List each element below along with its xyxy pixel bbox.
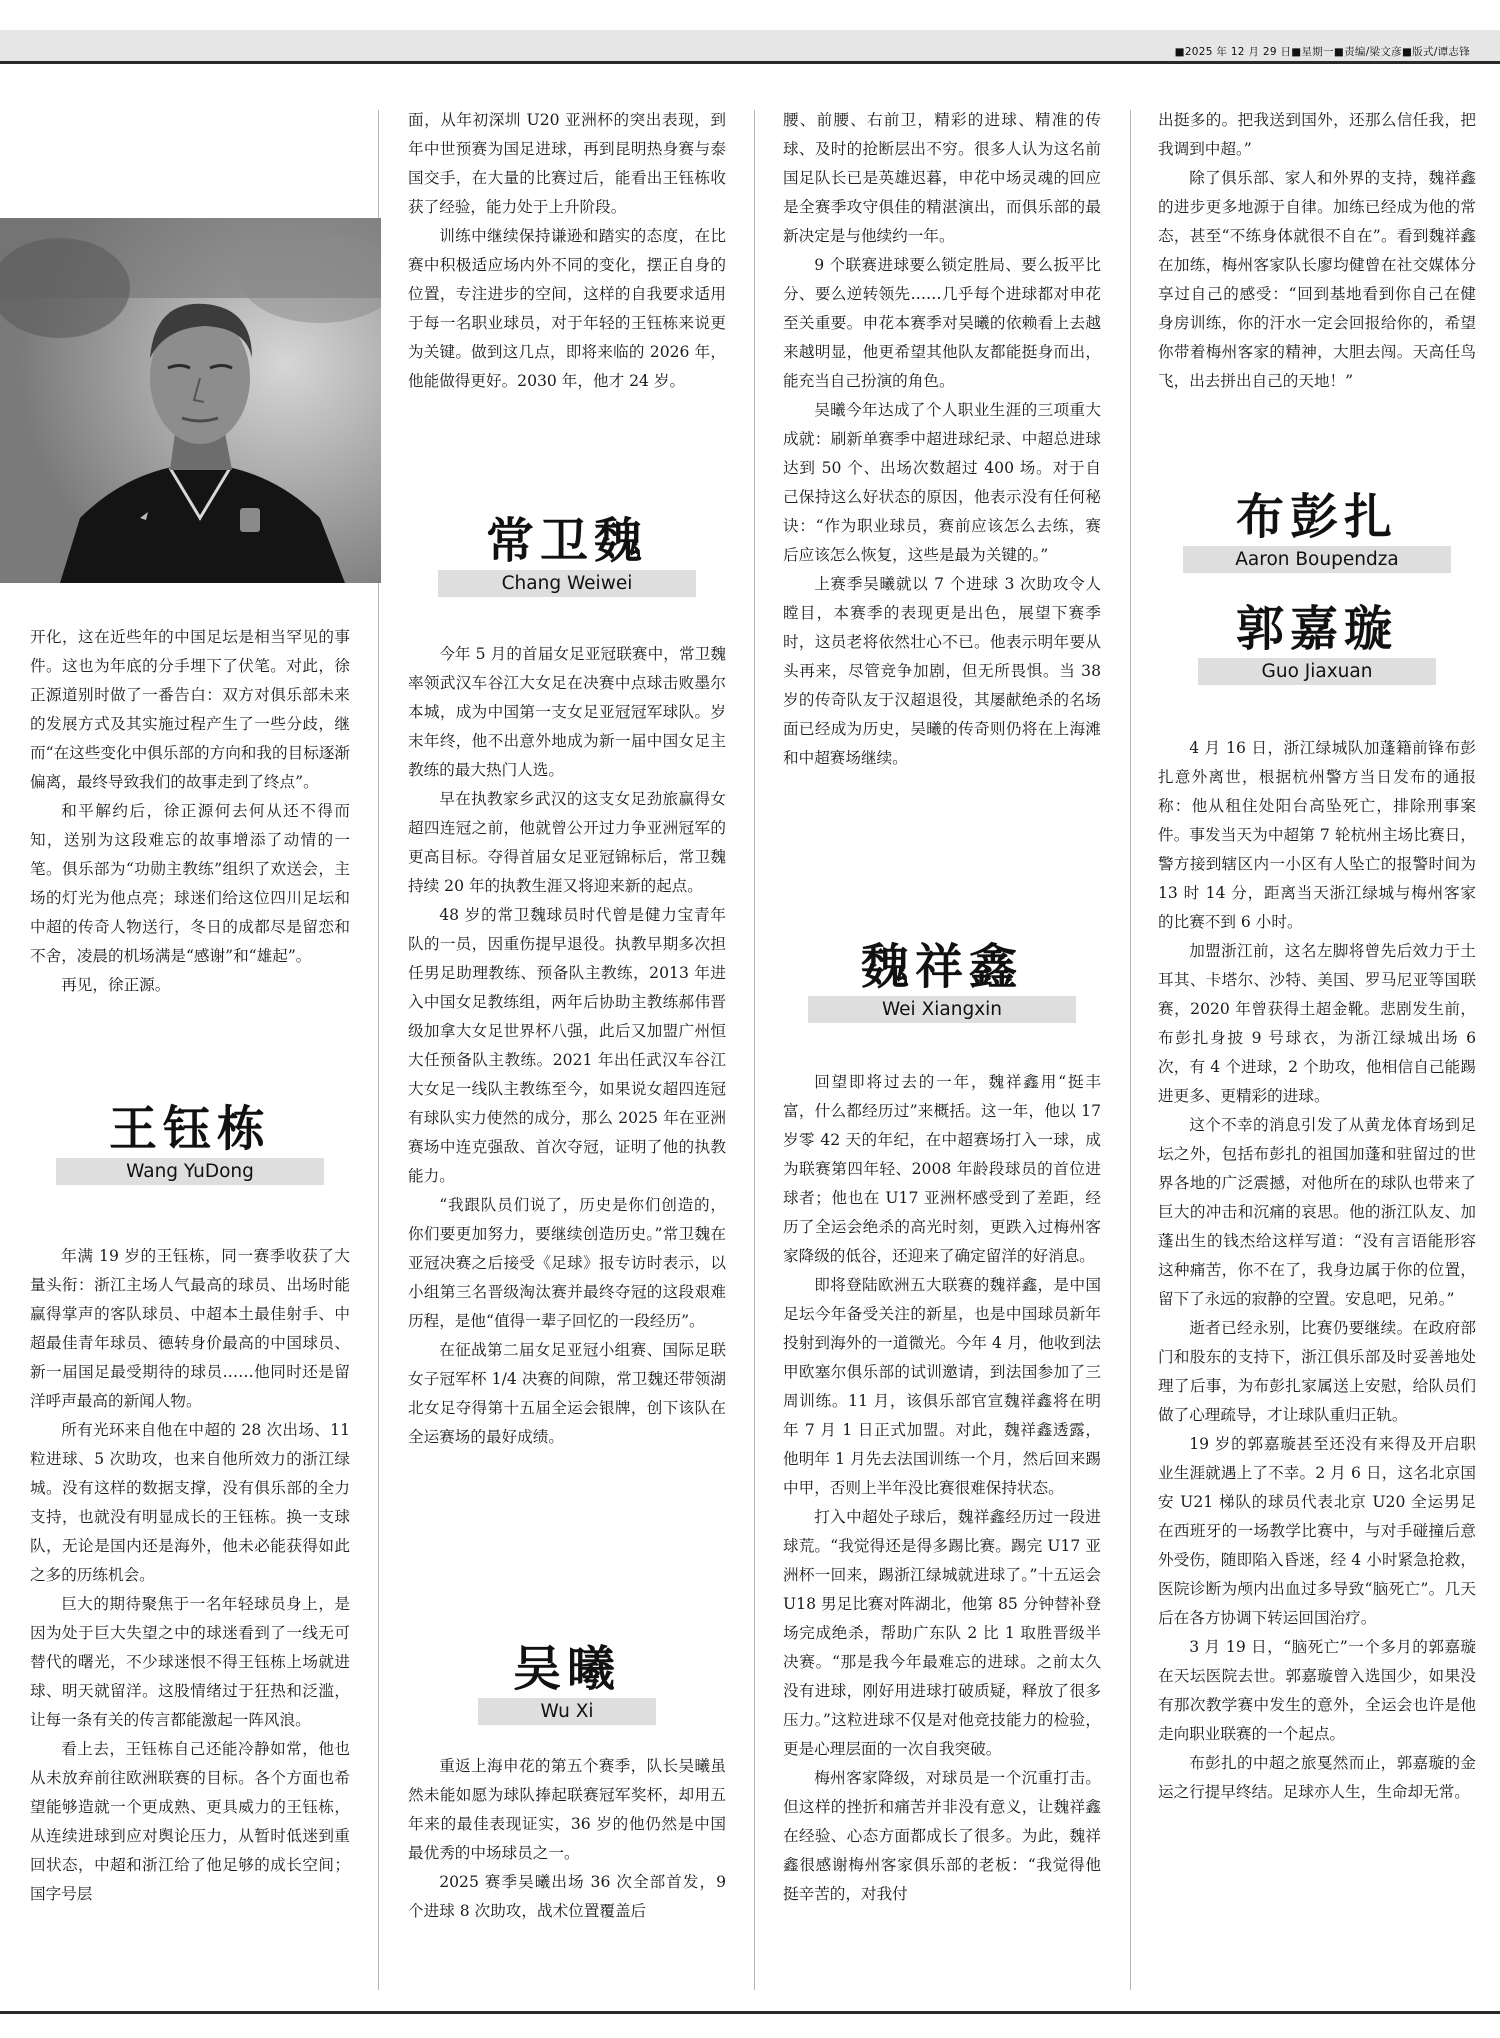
heading-name-en: Guo Jiaxuan [1198,658,1436,685]
coach-portrait-image [0,218,381,583]
paragraph: 面，从年初深圳 U20 亚洲杯的突出表现，到年中世预赛为国足进球，再到昆明热身赛与泰国交手，在大量的比赛过后，能看出王钰栋收获了经验，能力处于上升阶段。 [408,111,726,216]
section-heading-chang [408,512,726,597]
header-bar [0,30,1500,64]
paragraph: 逝者已经永别，比赛仍要继续。在政府部门和股东的支持下，浙江俱乐部及时妥善地处理了后事，为布彭扎家属送上安慰，给队员们做了心理疏导，才让球队重归正轨。 [1158,1319,1476,1424]
paragraph: “我跟队员们说了，历史是你们创造的，你们要更加努力，要继续创造历史。”常卫魏在亚冠决赛之后接受《足球》报专访时表示，以小组第三名晋级淘汰赛并最终夺冠的这段艰难历程，是他“值得一辈子回忆的一段经历”。 [408,1196,726,1330]
heading-name-zh: 吴曦 [512,1641,621,1697]
column-divider [1130,110,1131,1990]
column-1-wang [30,1242,350,1909]
paragraph: 梅州客家降级，对球员是一个沉重打击。但这样的挫折和痛苦并非没有意义，让魏祥鑫在经验、心态方面都成长了很多。为此，魏祥鑫很感谢梅州客家俱乐部的老板：“我觉得他挺辛苦的，对我付 [783,1769,1101,1903]
paragraph: 48 岁的常卫魏球员时代曾是健力宝青年队的一员，因重伤提早退役。执教早期多次担任男足助理教练、预备队主教练，2013 年进入中国女足教练组，两年后协助主教练郝伟晋级加拿大女足世界杯八强，此后又加盟广州恒大任预备队主教练。2021 年出任武汉车谷江大女足一线队主教练至今，如果说女超四连冠有球队实力使然的成分，那么 2025 年在亚洲赛场中连克强敌、首次夺冠，证明了他的执教能力。 [408,906,726,1185]
column-4-wei-cont [1158,106,1476,396]
paragraph: 在征战第二届女足亚冠小组赛、国际足联女子冠军杯 1/4 决赛的间隙，常卫魏还带领湖北女足夺得第十五届全运会银牌，创下该队在全运赛场的最好成绩。 [408,1341,726,1446]
column-2-wang-cont [408,106,726,396]
paragraph: 上赛季吴曦就以 7 个进球 3 次助攻令人瞠目，本赛季的表现更是出色，展望下赛季时，这员老将依然壮心不已。他表示明年要从头再来，尽管竞争加剧，但无所畏惧。当 38 岁的传奇队友于汉超退役，其屡献绝杀的名场面已经成为历史，吴曦的传奇则仍将在上海滩和中超赛场继续。 [783,575,1101,767]
footer-rule [0,2011,1500,2014]
paragraph: 打入中超处子球后，魏祥鑫经历过一段进球荒。“我觉得还是得多踢比赛。踢完 U17 亚洲杯一回来，踢浙江绿城就进球了。”十五运会 U18 男足比赛对阵湖北，他第 85 分钟替补登场完成绝杀，帮助广东队 2 比 1 取胜晋级半决赛。“那是我今年最难忘的进球。之前太久没有进球，刚好用进球打破质疑，释放了很多压力。”这粒进球不仅是对他竞技能力的检验，更是心理层面的一次自我突破。 [783,1508,1101,1758]
section-heading-bou [1158,488,1476,573]
paragraph: 再见，徐正源。 [61,976,171,994]
paragraph: 2025 赛季吴曦出场 36 次全部首发，9 个进球 8 次助攻，战术位置覆盖后 [408,1873,726,1920]
paragraph: 4 月 16 日，浙江绿城队加蓬籍前锋布彭扎意外离世，根据杭州警方当日发布的通报称：他从租住处阳台高坠死亡，排除刑事案件。事发当天为中超第 7 轮杭州主场比赛日，警方接到辖区内一小区有人坠亡的报警时间为 13 时 14 分，距离当天浙江绿城与梅州客家的比赛不到 6 小时。 [1158,739,1476,931]
paragraph: 今年 5 月的首届女足亚冠联赛中，常卫魏率领武汉车谷江大女足在决赛中点球击败墨尔本城，成为中国第一支女足亚冠冠军球队。岁末年终，他不出意外地成为新一届中国女足主教练的最大热门人选。 [408,645,726,779]
section-heading-wu [408,1640,726,1725]
paragraph: 布彭扎的中超之旅戛然而止，郭嘉璇的金运之行提早终结。足球亦人生，生命却无常。 [1158,1754,1476,1801]
column-2-wu [408,1752,726,1926]
heading-name-zh: 王钰栋 [108,1101,271,1157]
heading-name-en: Chang Weiwei [438,570,696,597]
paragraph: 巨大的期待聚焦于一名年轻球员身上，是因为处于巨大失望之中的球迷看到了一线无可替代的曙光，不少球迷恨不得王钰栋上场就进球、明天就留洋。这股情绪过于狂热和泛滥，让每一条有关的传言都能激起一阵风浪。 [30,1595,350,1729]
paragraph: 吴曦今年达成了个人职业生涯的三项重大成就：刷新单赛季中超进球纪录、中超总进球达到 50 个、出场次数超过 400 场。对于自己保持这么好状态的原因，他表示没有任何秘诀：“作为职业球员，赛前应该怎么去练，赛后应该怎么恢复，这些是最为关键的。” [783,401,1101,564]
heading-name-en: Wu Xi [478,1698,656,1725]
coach-photo [0,218,381,583]
paragraph: 回望即将过去的一年，魏祥鑫用“挺丰富，什么都经历过”来概括。这一年，他以 17 岁零 42 天的年纪，在中超赛场打入一球，成为联赛第四年轻、2008 年龄段球员的首位进球者；他也在 U17 亚洲杯感受到了差距，经历了全运会绝杀的高光时刻，更跌入过梅州客家降级的低谷，还迎来了确定留洋的好消息。 [783,1073,1101,1265]
heading-name-en: Wang YuDong [56,1158,324,1185]
paragraph: 年满 19 岁的王钰栋，同一赛季收获了大量头衔：浙江主场人气最高的球员、出场时能赢得掌声的客队球员、中超本土最佳射手、中超最佳青年球员、德转身价最高的中国球员、新一届国足最受期待的球员……他同时还是留洋呼声最高的新闻人物。 [30,1247,350,1410]
paragraph: 除了俱乐部、家人和外界的支持，魏祥鑫的进步更多地源于自律。加练已经成为他的常态，甚至“不练身体就很不自在”。看到魏祥鑫在加练，梅州客家队长廖均健曾在社交媒体分享过自己的感受：“回到基地看到你自己在健身房训练，你的汗水一定会回报给你的，希望你带着梅州客家的精神，大胆去闯。天高任鸟飞，出去拼出自己的天地！” [1158,169,1476,390]
column-3-wei [783,1068,1101,1909]
paragraph: 训练中继续保持谦逊和踏实的态度，在比赛中积极适应场内外不同的变化，摆正自身的位置，专注进步的空间，这样的自我要求适用于每一名职业球员，对于年轻的王钰栋来说更为关键。做到这几点，即将来临的 2026 年，他能做得更好。2030 年，他才 24 岁。 [408,227,726,390]
paragraph: 即将登陆欧洲五大联赛的魏祥鑫，是中国足坛今年备受关注的新星，也是中国球员新年投射到海外的一道微光。今年 4 月，他收到法甲欧塞尔俱乐部的试训邀请，到法国参加了三周训练。11 月，该俱乐部官宣魏祥鑫将在明年 7 月 1 日正式加盟。对此，魏祥鑫透露，他明年 1 月先去法国训练一个月，然后回来踢中甲，否则上半年没比赛很难保持状态。 [783,1276,1101,1497]
section-heading-guo [1158,600,1476,685]
heading-name-zh: 布彭扎 [1235,489,1398,545]
paragraph: 9 个联赛进球要么锁定胜局、要么扳平比分、要么逆转领先……几乎每个进球都对申花至关重要。申花本赛季对吴曦的依赖看上去越来越明显，他更希望其他队友都能挺身而出，能充当自己扮演的角色。 [783,256,1101,390]
heading-name-zh: 魏祥鑫 [860,939,1023,995]
paragraph: 这个不幸的消息引发了从黄龙体育场到足坛之外，包括布彭扎的祖国加蓬和驻留过的世界各地的广泛震撼，对他所在的球队也带来了巨大的冲击和沉痛的哀思。他的浙江队友、加蓬出生的钱杰给这样写道：“没有言语能形容这种痛苦，你不在了，我身边属于你的位置，留下了永远的寂静的空置。安息吧，兄弟。” [1158,1116,1476,1308]
paragraph: 3 月 19 日，“脑死亡”一个多月的郭嘉璇在天坛医院去世。郭嘉璇曾入选国少，如果没有那次教学赛中发生的意外，全运会也许是他走向职业联赛的一个起点。 [1158,1638,1476,1743]
heading-name-zh: 郭嘉璇 [1235,601,1398,657]
paragraph: 出挺多的。把我送到国外，还那么信任我，把我调到中超。” [1158,111,1476,158]
heading-name-en: Aaron Boupendza [1183,546,1451,573]
column-1-intro [30,623,350,1000]
paragraph: 重返上海申花的第五个赛季，队长吴曦虽然未能如愿为球队捧起联赛冠军奖杯，却用五年来的最佳表现证实，36 岁的他仍然是中国最优秀的中场球员之一。 [408,1757,726,1862]
paragraph: 19 岁的郭嘉璇甚至还没有来得及开启职业生涯就遇上了不幸。2 月 6 日，这名北京国安 U21 梯队的球员代表北京 U20 全运男足在西班牙的一场教学比赛中，与对手碰撞后意外受伤，随即陷入昏迷，经 4 小时紧急抢救，医院诊断为颅内出血过多导致“脑死亡”。几天后在各方协调下转运回国治疗。 [1158,1435,1476,1627]
paragraph: 加盟浙江前，这名左脚将曾先后效力于土耳其、卡塔尔、沙特、美国、罗马尼亚等国联赛，2020 年曾获得土超金靴。悲剧发生前，布彭扎身披 9 号球衣，为浙江绿城出场 6 次，有 4 个进球，2 个助攻，他相信自己能踢进更多、更精彩的进球。 [1158,942,1476,1105]
section-heading-wang [30,1100,350,1185]
paragraph: 和平解约后，徐正源何去何从还不得而知，送别为这段难忘的故事增添了动情的一笔。俱乐部为“功勋主教练”组织了欢送会，主场的灯光为他点亮；球迷们给这位四川足坛和中超的传奇人物送行，冬日的成都尽是留恋和不舍，凌晨的机场满是“感谢”和“雄起”。 [30,802,350,965]
paragraph: 看上去，王钰栋自己还能冷静如常，他也从未放弃前往欧洲联赛的目标。各个方面也希望能够造就一个更成熟、更具威力的王钰栋，从连续进球到应对舆论压力，从暂时低迷到重回状态，中超和浙江给了他足够的成长空间；国字号层 [30,1740,350,1903]
column-3-wu-cont [783,106,1101,773]
heading-name-zh: 常卫魏 [485,513,648,569]
paragraph: 开化，这在近些年的中国足坛是相当罕见的事件。这也为年底的分手埋下了伏笔。对此，徐正源道别时做了一番告白：双方对俱乐部未来的发展方式及其实施过程产生了一些分歧，继而“在这些变化中俱乐部的方向和我的目标逐渐偏离，最终导致我们的故事走到了终点”。 [30,628,350,791]
paragraph: 所有光环来自他在中超的 28 次出场、11 粒进球、5 次助攻，也来自他所效力的浙江绿城。没有这样的数据支撑，没有俱乐部的全力支持，也就没有明显成长的王钰栋。换一支球队，无论是国内还是海外，他未必能获得如此之多的历练机会。 [30,1421,350,1584]
header-info: ■2025 年 12 月 29 日■星期一■责编/梁文彦■版式/谭志锋 [1174,46,1470,58]
column-4-bou-guo [1158,734,1476,1807]
heading-name-en: Wei Xiangxin [808,996,1076,1023]
column-divider [754,110,755,1990]
paragraph: 早在执教家乡武汉的这支女足劲旅赢得女超四连冠之前，他就曾公开过力争亚洲冠军的更高目标。夺得首届女足亚冠锦标后，常卫魏持续 20 年的执教生涯又将迎来新的起点。 [408,790,726,895]
paragraph: 腰、前腰、右前卫，精彩的进球、精准的传球、及时的抢断层出不穷。很多人认为这名前国足队长已是英雄迟暮，申花中场灵魂的回应是全赛季攻守俱佳的精湛演出，而俱乐部的最新决定是与他续约一年。 [783,111,1101,245]
column-2-chang [408,640,726,1452]
section-heading-wei [783,938,1101,1023]
